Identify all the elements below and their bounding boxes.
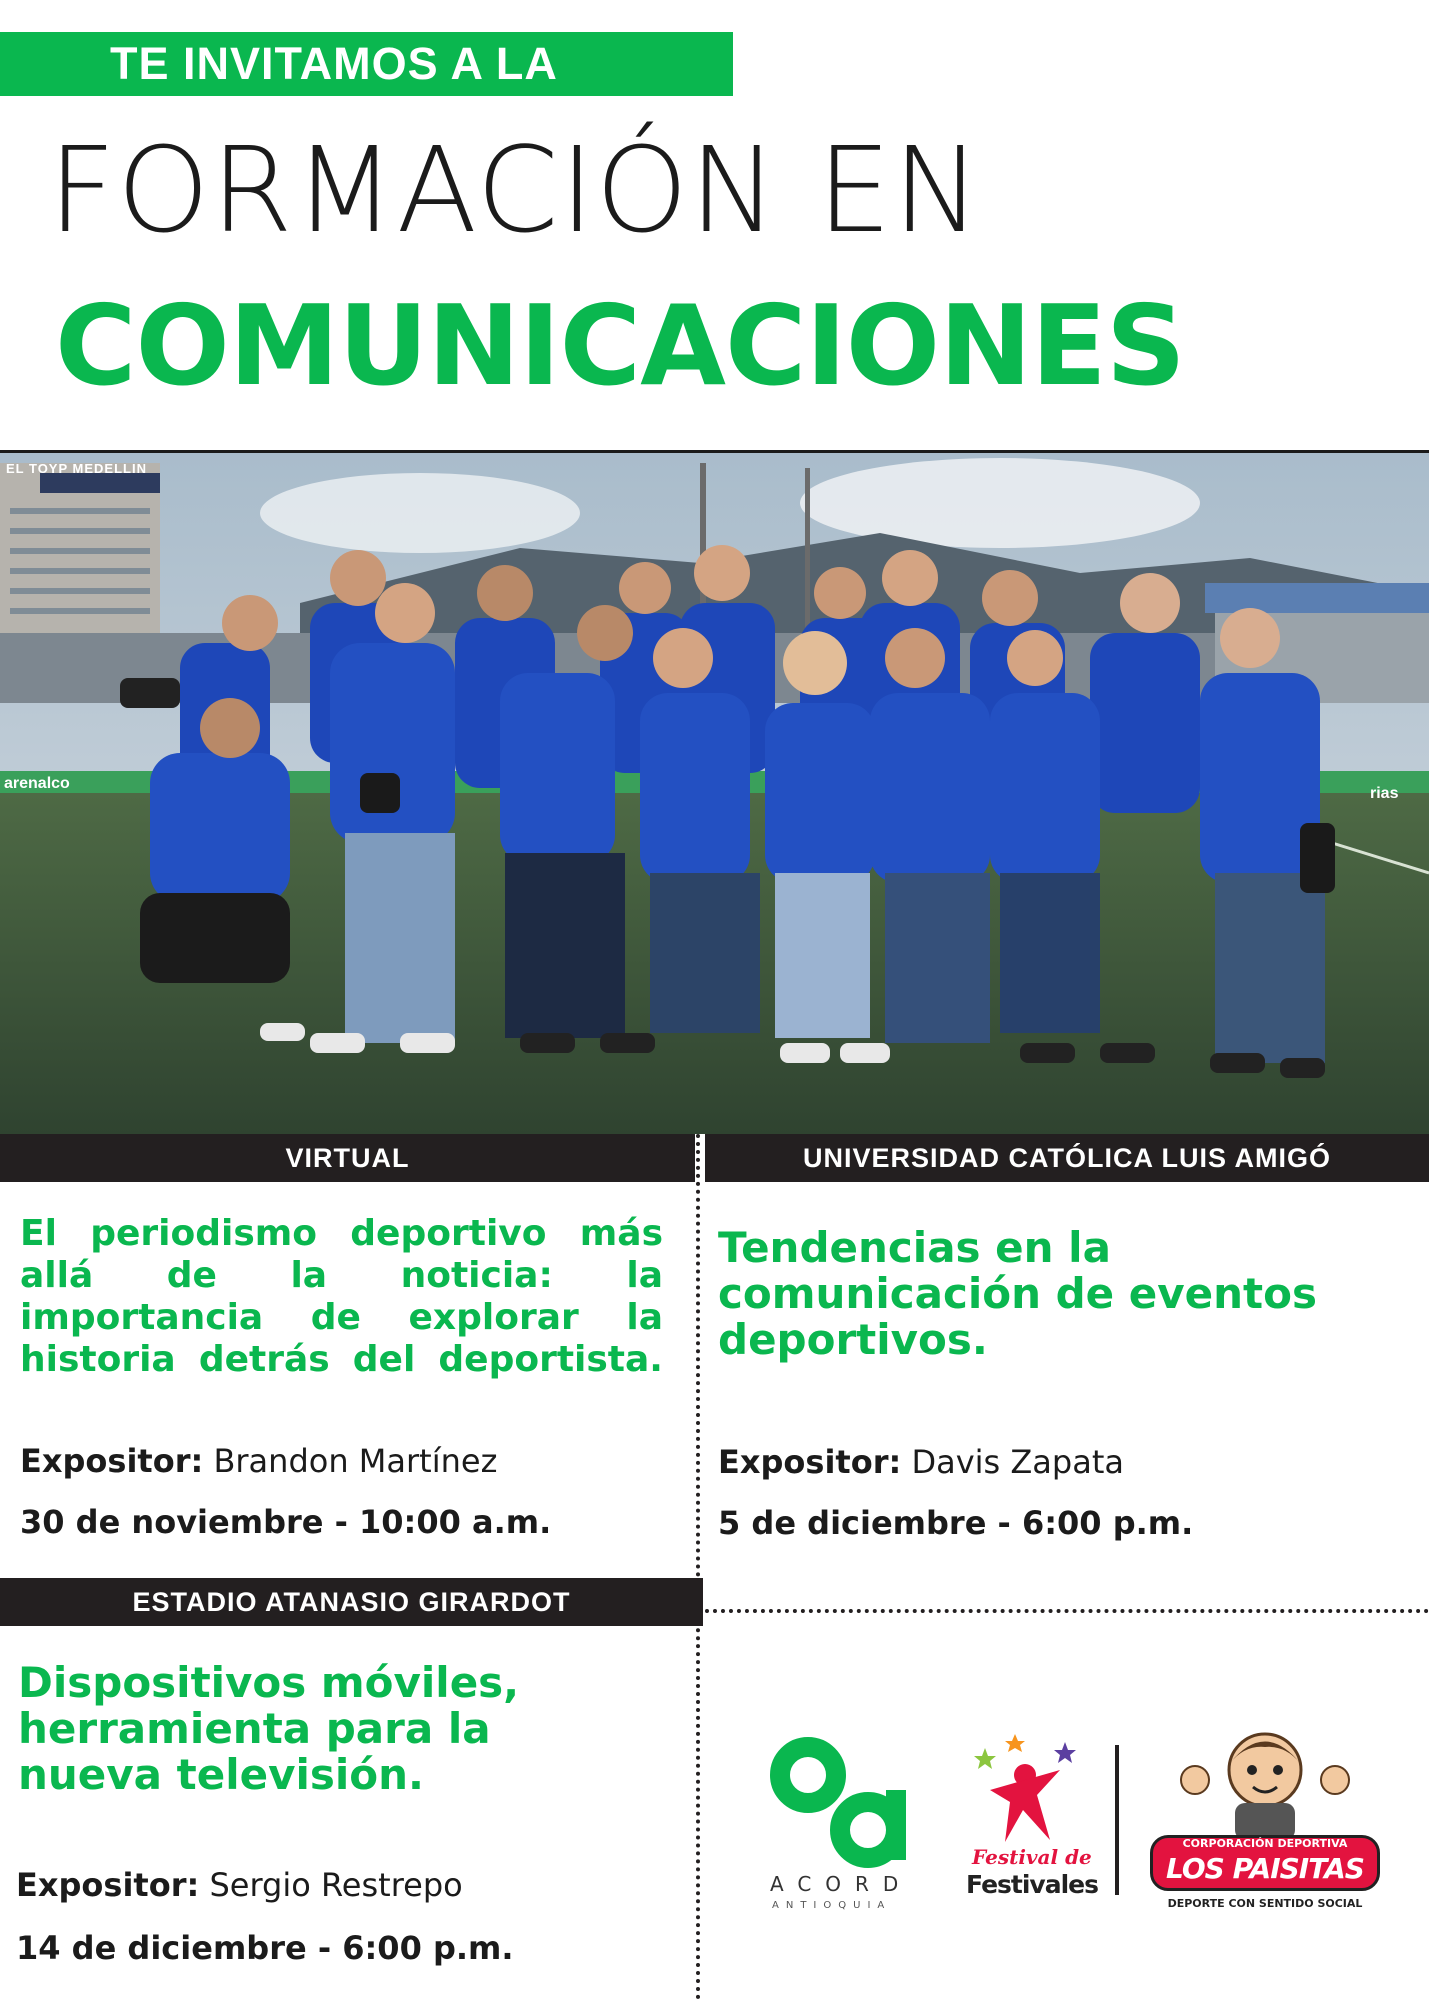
- session-1-date: 30 de noviembre - 10:00 a.m.: [20, 1503, 552, 1541]
- session-1-speaker-label: Expositor:: [20, 1442, 204, 1480]
- venue-university-bar: UNIVERSIDAD CATÓLICA LUIS AMIGÓ: [705, 1134, 1429, 1182]
- session-3-speaker: [16, 1866, 463, 1904]
- paisitas-name: LOS PAISITAS: [1166, 1852, 1364, 1885]
- session-3-date: 14 de diciembre - 6:00 p.m.: [16, 1929, 514, 1967]
- group-photo-illustration: [0, 453, 1429, 1134]
- venue-stadium-bar: ESTADIO ATANASIO GIRARDOT: [0, 1578, 703, 1626]
- festival-line-2: Festivales: [966, 1870, 1098, 1899]
- festival-logo: [965, 1730, 1085, 1850]
- group-photo: [0, 453, 1429, 1134]
- vertical-dotted-divider: [696, 1134, 700, 2000]
- title-line-1: FORMACIÓN EN: [48, 121, 982, 259]
- session-1-title: El periodismo deportivo más allá de la noticia: la importancia de explorar la historia detrás del deportista.: [20, 1213, 663, 1380]
- session-3-speaker-name: Sergio Restrepo: [209, 1866, 463, 1904]
- logo-separator: [1115, 1745, 1119, 1895]
- session-1-speaker-name: Brandon Martínez: [213, 1442, 498, 1480]
- festival-line-1: Festival de: [972, 1845, 1092, 1869]
- acord-antioquia-logo: [760, 1730, 930, 1870]
- title-line-2: COMUNICACIONES: [55, 282, 1185, 411]
- session-2-speaker: [718, 1443, 1124, 1481]
- los-paisitas-logo: [1150, 1725, 1380, 1925]
- acord-mark-icon: [760, 1730, 930, 1870]
- session-3-speaker-label: Expositor:: [16, 1866, 200, 1904]
- session-2-speaker-name: Davis Zapata: [911, 1443, 1124, 1481]
- paisitas-tagline: DEPORTE CON SENTIDO SOCIAL: [1167, 1897, 1363, 1910]
- session-2-date: 5 de diciembre - 6:00 p.m.: [718, 1504, 1194, 1542]
- session-1-speaker: [20, 1442, 497, 1480]
- session-3-title: Dispositivos móviles, herramienta para la nueva televisión.: [18, 1658, 520, 1799]
- session-2-speaker-label: Expositor:: [718, 1443, 902, 1481]
- paisitas-mascot-icon: [1150, 1725, 1380, 1840]
- ad-board-left: arenalco: [4, 775, 70, 792]
- background-sign: EL TOYP MEDELLIN: [6, 461, 147, 476]
- session-2-title: Tendencias en la comunicación de eventos deportivos.: [718, 1223, 1317, 1364]
- horizontal-dotted-divider: [705, 1609, 1429, 1613]
- acord-subtitle: ANTIOQUIA: [772, 1900, 892, 1911]
- venue-virtual-bar: VIRTUAL: [0, 1134, 695, 1182]
- ad-board-right: rias: [1370, 785, 1399, 802]
- paisitas-top-text: CORPORACIÓN DEPORTIVA: [1182, 1837, 1348, 1850]
- kicker-banner: TE INVITAMOS A LA: [0, 32, 733, 96]
- festival-star-figure-icon: [965, 1730, 1085, 1850]
- acord-name: ACORD: [770, 1872, 913, 1896]
